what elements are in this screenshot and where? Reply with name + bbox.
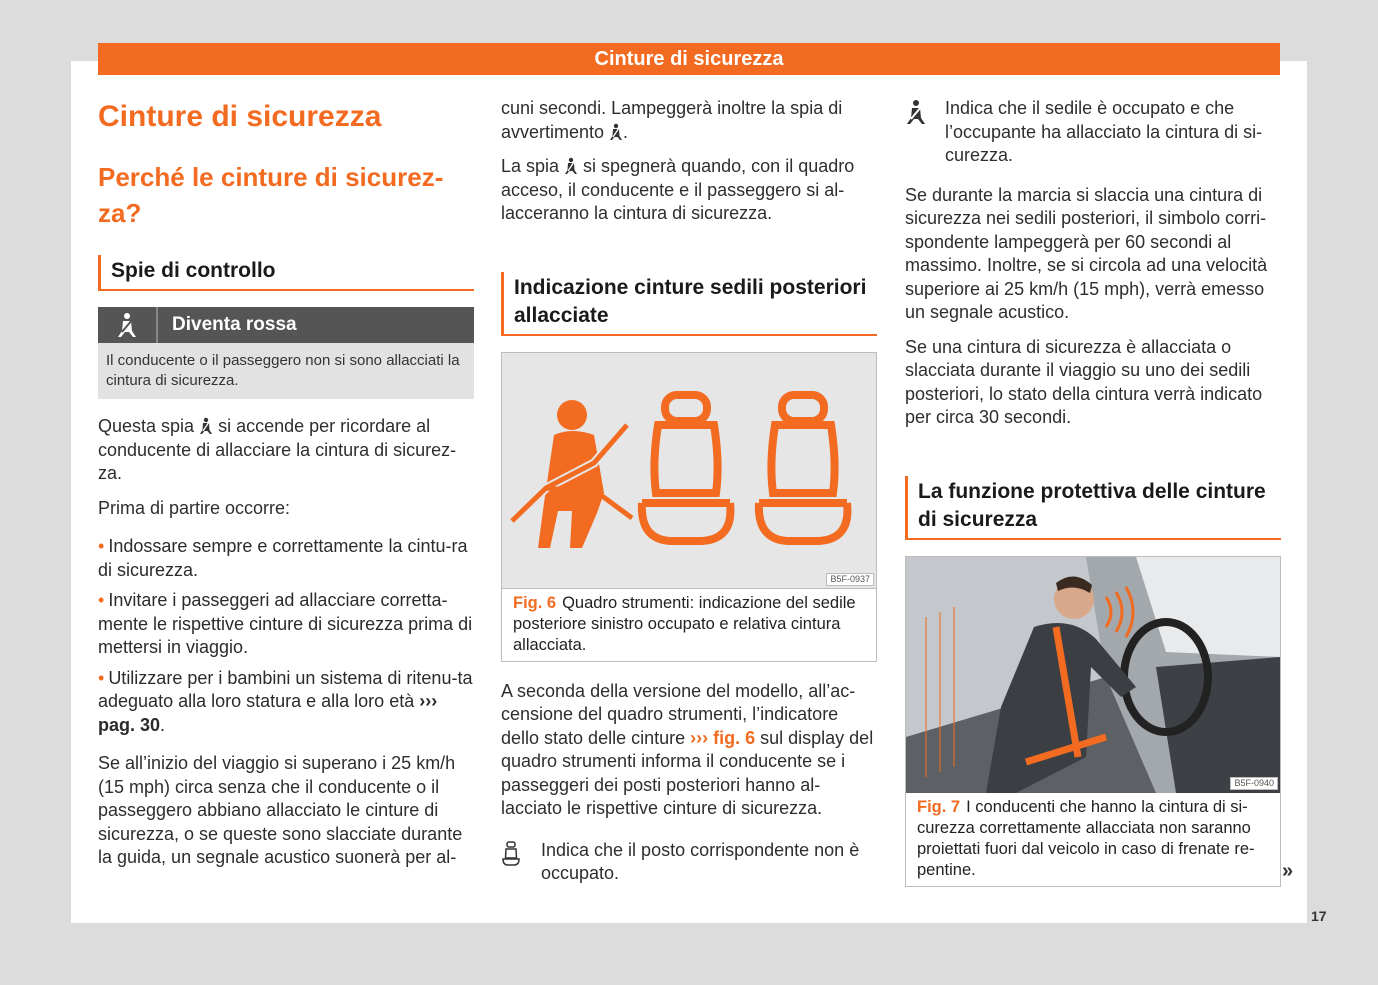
paragraph: Questa spia si accende per ricordare al conducente di allacciare la cintura di sicurez-za. xyxy=(98,416,457,483)
figure-6 xyxy=(501,352,877,662)
subsection-heading: La funzione protettiva delle cinture di sicurezza xyxy=(905,476,1281,540)
column-middle xyxy=(501,95,877,886)
figure-image xyxy=(502,353,876,589)
occupied-seat-belted-icon xyxy=(905,97,945,168)
column-right xyxy=(905,95,1281,887)
section-title-line1: Perché le cinture di sicurez- xyxy=(98,162,444,192)
subsection-heading: Indicazione cinture sedili posteriori allacciate xyxy=(501,272,877,336)
bullet-list xyxy=(98,535,474,737)
figure-7 xyxy=(905,556,1281,887)
empty-seat-icon xyxy=(501,839,541,886)
paragraph: cuni secondi. Lampeggerà inoltre la spia di avvertimento . xyxy=(501,98,843,142)
paragraph: Prima di partire occorre: xyxy=(98,497,291,518)
page-reference-link[interactable]: ››› pag. 30 xyxy=(98,691,438,735)
warning-description: Il conducente o il passeggero non si sono allacciati la cintura di sicurezza. xyxy=(98,343,474,399)
page-title: Cinture di sicurezza xyxy=(98,100,382,133)
legend-text: Indica che il posto corrispondente non è occupato. xyxy=(541,839,860,883)
figure-code: B5F-0940 xyxy=(1230,777,1278,790)
seatbelt-icon xyxy=(609,123,623,141)
list-item: • Indossare sempre e correttamente la cintu-ra di sicurezza. xyxy=(98,536,468,580)
figure-image xyxy=(906,557,1280,793)
section-title xyxy=(98,159,474,231)
legend-item xyxy=(501,839,877,886)
seat-status-illustration xyxy=(502,353,876,589)
continue-marker: » xyxy=(1282,860,1294,882)
seatbelt-warning-icon xyxy=(98,307,158,343)
paragraph: Se all’inizio del viaggio si superano i 25 km/h (15 mph) circa senza che il conducente o il passeggero abbiano allacciato le cinture di sicurezza, o se queste sono slacciate durante la guida, un segnale acustico suonerà per al- xyxy=(98,753,463,867)
chapter-header: Cinture di sicurezza xyxy=(98,43,1280,75)
paragraph: A seconda della versione del modello, all’ac-censione del quadro strumenti, l’indicatore dello stato delle cinture ››› fig. 6 sul display del quadro strumenti informa il conducente se i passeggeri dei posti posteriori hanno al-lacciato le rispettive cinture di sicurezza. xyxy=(501,680,874,818)
legend-item xyxy=(905,97,1281,168)
list-item: • Invitare i passeggeri ad allacciare corretta-mente le rispettive cinture di sicurezza prima di mettersi in viaggio. xyxy=(98,590,473,657)
seatbelt-icon xyxy=(564,157,578,175)
subsection-heading: Spie di controllo xyxy=(98,255,474,291)
list-item: • Utilizzare per i bambini un sistema di ritenu-ta adeguato alla loro statura e alla loro età ››› pag. 30. xyxy=(98,667,473,735)
figure-caption: Fig. 7 I conducenti che hanno la cintura di si-curezza correttamente allacciata non saranno proiettati fuori dal veicolo in caso di frenate re-pentine. xyxy=(917,797,1255,879)
column-left xyxy=(98,95,474,870)
paragraph: La spia si spegnerà quando, con il quadro acceso, il conducente e il passeggero si al-lacceranno la cintura di sicurezza. xyxy=(501,156,855,223)
section-title-line2: za? xyxy=(98,198,142,228)
legend-text: Indica che il sedile è occupato e che l’occupante ha allacciato la cintura di si-curezza. xyxy=(945,98,1263,165)
driver-seatbelt-photo xyxy=(906,557,1280,793)
seatbelt-icon xyxy=(199,417,213,435)
warning-label: Diventa rossa xyxy=(172,314,297,335)
page-number: 17 xyxy=(1311,908,1327,924)
paragraph: Se durante la marcia si slaccia una cintura di sicurezza nei sedili posteriori, il simbolo corri-spondente lampeggerà per 60 secondi al massimo. Inoltre, se si circola ad una velocità superiore ai 25 km/h (15 mph), verrà emesso un segnale acustico. xyxy=(905,184,1268,322)
figure-caption: Fig. 6 Quadro strumenti: indicazione del sedile posteriore sinistro occupato e relativa cintura allacciata. xyxy=(513,593,856,654)
figure-reference-link[interactable]: ››› fig. 6 xyxy=(690,727,756,748)
warning-light-header xyxy=(98,307,474,343)
paragraph: Se una cintura di sicurezza è allacciata o slacciata durante il viaggio su uno dei sedili posteriori, lo stato della cintura verrà indicato per circa 30 secondi. xyxy=(905,336,1263,427)
figure-code: B5F-0937 xyxy=(826,573,874,586)
